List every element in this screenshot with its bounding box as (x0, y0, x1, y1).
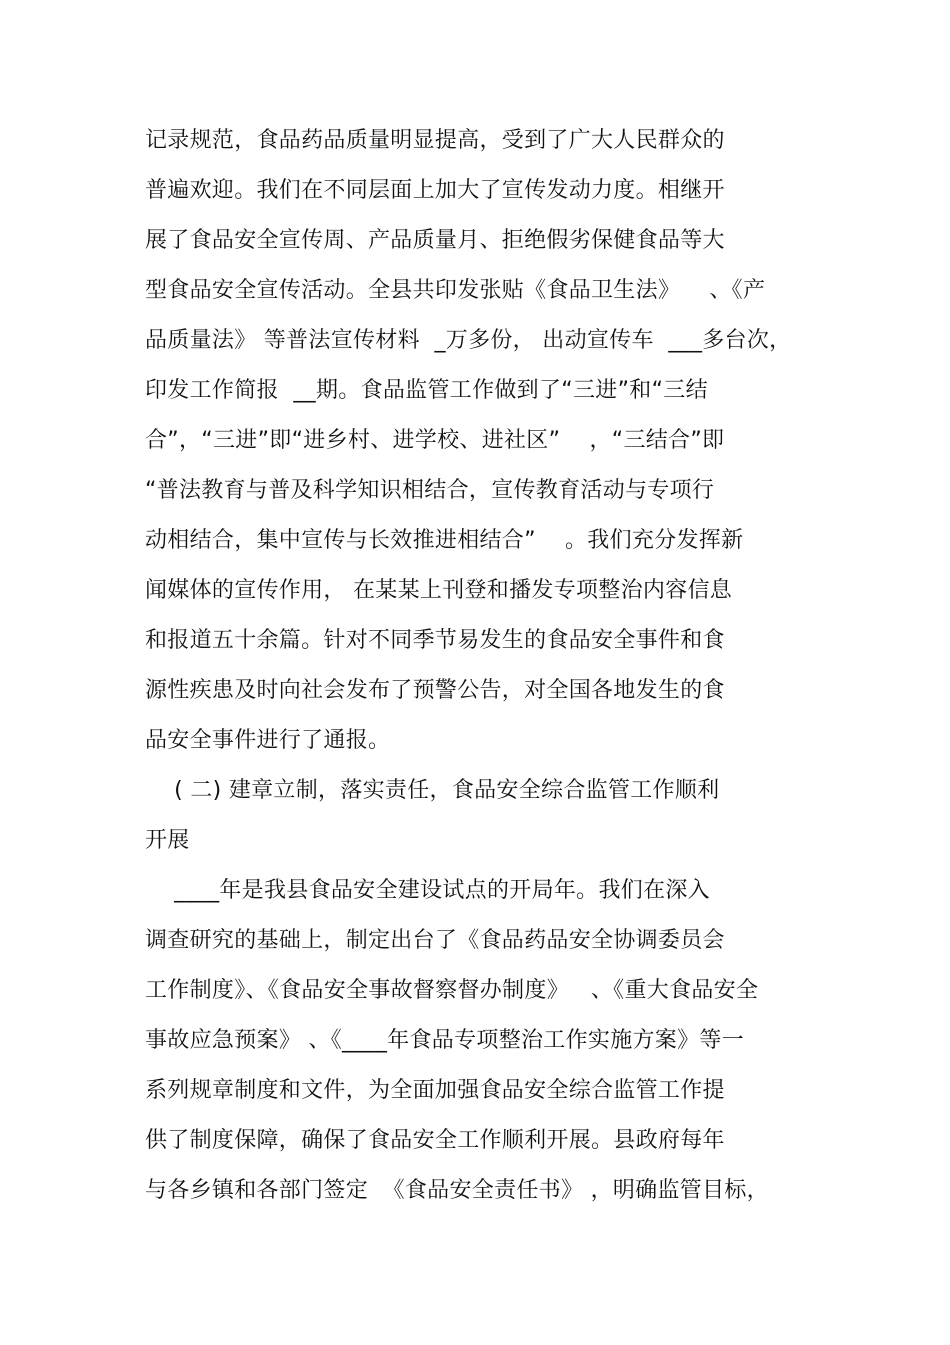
section-heading: ( 二) 建章立制，落实责任，食品安全综合监管工作顺利 (145, 778, 720, 803)
text-line: 型食品安全宣传活动。全县共印发张贴《食品卫生法》 、《产 (145, 278, 766, 303)
text-line: 印发工作简报 __期。食品监管工作做到了“三进”和“三结 (145, 378, 708, 403)
text-line: 调查研究的基础上，制定出台了《食品药品安全协调委员会 (145, 928, 725, 953)
text-line: 供了制度保障，确保了食品安全工作顺利开展。县政府每年 (145, 1128, 725, 1153)
text-line: 源性疾患及时向社会发布了预警公告，对全国各地发生的食 (145, 678, 725, 703)
text-line: 记录规范，食品药品质量明显提高，受到了广大人民群众的 (145, 128, 725, 153)
text-line: 工作制度》、《食品安全事故督察督办制度》 、《重大食品安全 (145, 978, 759, 1003)
text-line: 动相结合，集中宣传与长效推进相结合” 。我们充分发挥新 (145, 528, 744, 553)
text-line: 闻媒体的宣传作用， 在某某上刊登和播发专项整治内容信息 (145, 578, 733, 603)
text-line: 普遍欢迎。我们在不同层面上加大了宣传发动力度。相继开 (145, 178, 725, 203)
text-line: 事故应急预案》 、《____年食品专项整治工作实施方案》等一 (145, 1028, 744, 1053)
text-line: 品安全事件进行了通报。 (145, 728, 391, 753)
text-line: ____年是我县食品安全建设试点的开局年。我们在深入 (145, 878, 710, 903)
section-heading-cont: 开展 (145, 828, 190, 853)
text-line: 品质量法》 等普法宣传材料 _万多份， 出动宣传车 ___多台次， (145, 328, 792, 353)
text-line: “普法教育与普及科学知识相结合，宣传教育活动与专项行 (145, 478, 715, 503)
text-line: 展了食品安全宣传周、产品质量月、拒绝假劣保健食品等大 (145, 228, 725, 253)
text-line: 与各乡镇和各部门签定 《食品安全责任书》 ，明确监管目标， (145, 1178, 769, 1203)
text-line: 合”，“三进”即“进乡村、进学校、进社区” ，“三结合”即 (145, 428, 725, 453)
text-line: 和报道五十余篇。针对不同季节易发生的食品安全事件和食 (145, 628, 725, 653)
text-line: 系列规章制度和文件，为全面加强食品安全综合监管工作提 (145, 1078, 725, 1103)
